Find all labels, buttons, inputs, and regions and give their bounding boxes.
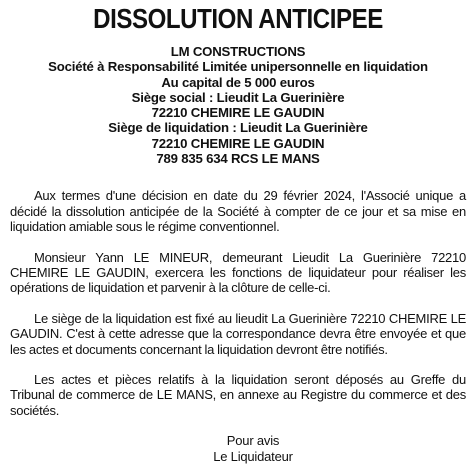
registered-office-address: Siège social : Lieudit La Guerinière [131,89,345,105]
notice-body [10,188,466,418]
liquidation-office-paragraph: Le siège de la liquidation est fixé au lieudit La Guerinière 72210 CHEMIRE LE GAUDIN. C'est à cette adresse que la correspondance devra être envoyée et que les actes et documents concernant la liquidation devront être notifiés. [10,310,466,357]
signature-liquidator: Le Liquidateur [213,448,293,464]
liquidator-appointment-paragraph: Monsieur Yann LE MINEUR, demeurant Lieudit La Guerinière 72210 CHEMIRE LE GAUDIN, exercera les fonctions de liquidateur pour réaliser les opérations de liquidation et parvenir à la clôture de celle-ci. [10,249,466,296]
registered-office-city: 72210 CHEMIRE LE GAUDIN [151,105,325,121]
liquidation-office-city: 72210 CHEMIRE LE GAUDIN [151,135,325,151]
rcs-number: 789 835 634 RCS LE MANS [156,151,320,167]
liquidation-office-address: Siège de liquidation : Lieudit La Guerinière [108,120,368,136]
share-capital: Au capital de 5 000 euros [161,74,315,90]
filing-paragraph: Les actes et pièces relatifs à la liquidation seront déposés au Greffe du Tribunal de commerce de LE MANS, en annexe au Registre du commerce et des sociétés. [10,372,466,418]
dissolution-decision-paragraph: Aux termes d'une décision en date du 29 février 2024, l'Associé unique a décidé la dissolution anticipée de la Société à compter de ce jour et sa mise en liquidation amiable sous le régime conventionnel. [10,188,466,235]
signature-pour-avis: Pour avis [226,433,280,449]
company-header [10,44,466,166]
legal-form: Société à Responsabilité Limitée unipersonnelle en liquidation [48,59,428,75]
company-name: LM CONSTRUCTIONS [170,44,306,59]
notice-title: DISSOLUTION ANTICIPEE [93,3,383,34]
legal-notice [10,0,466,464]
signature-block [10,433,466,464]
